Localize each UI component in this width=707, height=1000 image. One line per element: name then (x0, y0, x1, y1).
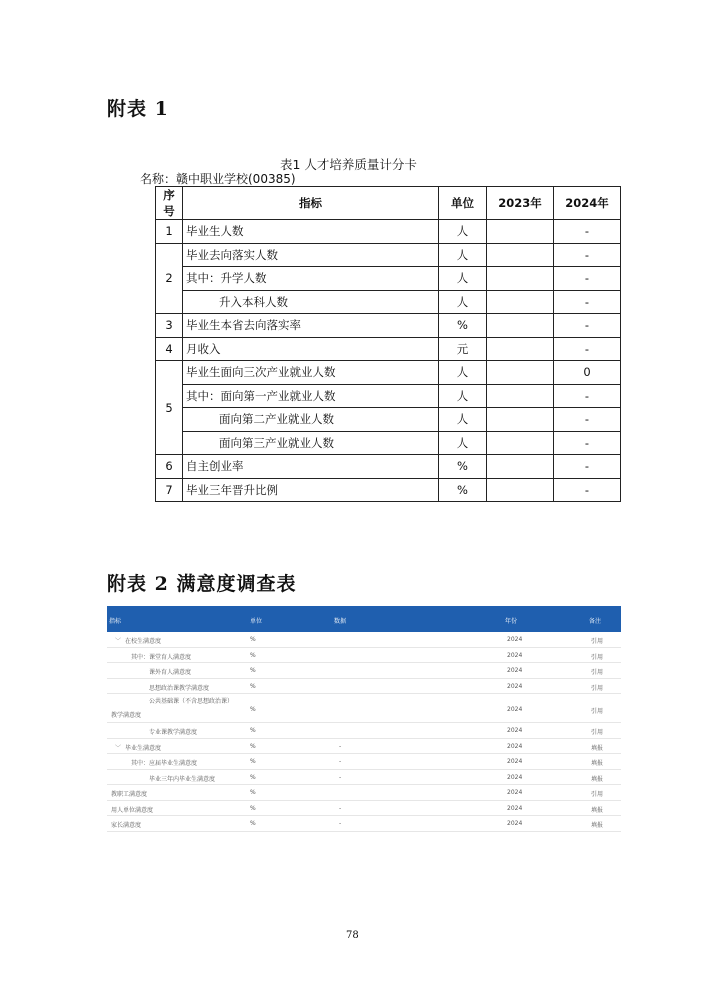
table-row (156, 408, 621, 432)
row-no: 3 (156, 314, 183, 338)
table-row (107, 770, 621, 786)
row-unit: % (250, 804, 256, 812)
row-unit: % (250, 742, 256, 750)
row-2024: - (554, 384, 621, 408)
header-2023: 2023年 (487, 187, 554, 220)
header-year: 年份 (505, 618, 518, 625)
row-value: - (339, 820, 342, 827)
table1-header-row (156, 187, 621, 220)
row-indicator: 其中：应届毕业生满意度 (131, 760, 198, 767)
row-indicator: 自主创业率 (183, 455, 439, 479)
table-row (107, 785, 621, 801)
row-no: 4 (156, 337, 183, 361)
row-unit: 元 (439, 337, 487, 361)
row-2023 (487, 361, 554, 385)
row-note: 填报 (591, 822, 604, 829)
row-note: 填报 (591, 744, 604, 752)
table-row (156, 431, 621, 455)
table-row (156, 243, 621, 267)
row-indicator: 家长满意度 (111, 822, 142, 829)
row-unit: % (250, 667, 256, 674)
row-no: 2 (156, 243, 183, 314)
appendix-2-heading: 附表 2 满意度调查表 (107, 573, 297, 595)
row-year: 2024 (507, 773, 523, 781)
row-year: 2024 (507, 820, 523, 827)
row-2024: - (554, 314, 621, 338)
row-2024: - (554, 243, 621, 267)
row-year: 2024 (507, 651, 523, 659)
row-2023 (487, 431, 554, 455)
table-row (107, 632, 621, 648)
row-2024: - (554, 220, 621, 244)
chevron-down-icon[interactable]: ﹀ (115, 638, 122, 645)
row-2023 (487, 267, 554, 291)
row-year: 2024 (507, 758, 523, 765)
row-2024: - (554, 337, 621, 361)
table-row (107, 739, 621, 755)
row-indicator: 面向第三产业就业人数 (183, 431, 439, 455)
row-year: 2024 (507, 682, 523, 690)
row-no: 6 (156, 455, 183, 479)
row-unit: 人 (439, 361, 487, 385)
row-year: 2024 (507, 706, 523, 713)
row-indicator: 月收入 (183, 337, 439, 361)
header-no: 序号 (156, 187, 183, 220)
row-value: - (339, 773, 342, 781)
row-unit: % (439, 314, 487, 338)
row-2024: 0 (554, 361, 621, 385)
row-year: 2024 (507, 636, 523, 643)
header-indicator: 指标 (109, 618, 122, 625)
row-year: 2024 (507, 789, 523, 796)
row-year: 2024 (507, 727, 523, 734)
row-unit: 人 (439, 267, 487, 291)
table-row (107, 816, 621, 832)
row-unit: % (250, 727, 256, 734)
row-note: 填报 (591, 760, 604, 767)
school-name: 名称：赣中职业学校(00385) (140, 172, 296, 186)
row-note: 引用 (591, 729, 604, 736)
row-2023 (487, 478, 554, 502)
row-indicator: 毕业去向落实人数 (183, 243, 439, 267)
row-unit: % (250, 706, 256, 713)
row-value: - (339, 742, 342, 750)
row-note: 引用 (591, 708, 604, 715)
row-unit: % (439, 455, 487, 479)
row-unit: 人 (439, 384, 487, 408)
table-row (156, 267, 621, 291)
row-2024: - (554, 290, 621, 314)
row-unit: 人 (439, 431, 487, 455)
header-unit: 单位 (250, 618, 263, 625)
row-2024: - (554, 267, 621, 291)
row-indicator: 公共基础课（不含思想政治课） (149, 698, 234, 705)
row-year: 2024 (507, 804, 523, 812)
row-unit: % (439, 478, 487, 502)
header-unit: 单位 (439, 187, 487, 220)
row-indicator-continued: 教学满意度 (111, 712, 142, 719)
row-2024: - (554, 408, 621, 432)
row-unit: 人 (439, 290, 487, 314)
row-indicator: 用人单位满意度 (111, 806, 154, 814)
row-indicator: 其中：升学人数 (183, 267, 439, 291)
row-indicator: 毕业生满意度 (125, 744, 162, 752)
header-2024: 2024年 (554, 187, 621, 220)
row-note: 引用 (591, 669, 604, 676)
table2-header-row (107, 606, 621, 632)
table-row (107, 754, 621, 770)
row-indicator: 毕业生人数 (183, 220, 439, 244)
row-note: 填报 (591, 806, 604, 814)
table-row (107, 679, 621, 695)
row-unit: % (250, 820, 256, 827)
table-row (156, 455, 621, 479)
row-note: 引用 (591, 791, 604, 798)
table1-caption: 表1 人才培养质量计分卡 (280, 157, 417, 172)
row-indicator: 思想政治课教学满意度 (149, 684, 210, 692)
row-year: 2024 (507, 742, 523, 750)
row-indicator: 其中：课堂育人满意度 (131, 653, 192, 661)
row-unit: % (250, 758, 256, 765)
row-unit: % (250, 636, 256, 643)
table-row (156, 384, 621, 408)
row-2023 (487, 455, 554, 479)
row-year: 2024 (507, 667, 523, 674)
row-2023 (487, 290, 554, 314)
row-indicator: 面向第二产业就业人数 (183, 408, 439, 432)
row-2024: - (554, 455, 621, 479)
row-2023 (487, 384, 554, 408)
row-2023 (487, 408, 554, 432)
row-indicator: 课外育人满意度 (149, 669, 192, 676)
row-unit: 人 (439, 243, 487, 267)
row-indicator: 其中：面向第一产业就业人数 (183, 384, 439, 408)
row-indicator: 毕业生面向三次产业就业人数 (183, 361, 439, 385)
table-row (156, 361, 621, 385)
row-unit: % (250, 773, 256, 781)
row-2024: - (554, 431, 621, 455)
header-note: 备注 (589, 618, 602, 625)
table-row (107, 663, 621, 679)
table-row (107, 694, 621, 723)
row-indicator: 升入本科人数 (183, 290, 439, 314)
table-row (107, 723, 621, 739)
row-2023 (487, 243, 554, 267)
row-2023 (487, 337, 554, 361)
table-row (156, 337, 621, 361)
satisfaction-survey-table (107, 606, 621, 832)
row-value: - (339, 758, 342, 765)
chevron-down-icon[interactable]: ﹀ (115, 744, 122, 752)
table-row (156, 478, 621, 502)
row-2023 (487, 220, 554, 244)
table-row (156, 290, 621, 314)
row-unit: 人 (439, 220, 487, 244)
table-row (156, 314, 621, 338)
header-value: 数据 (334, 618, 347, 625)
row-unit: % (250, 789, 256, 796)
row-unit: % (250, 651, 256, 659)
header-indicator: 指标 (183, 187, 439, 220)
row-unit: 人 (439, 408, 487, 432)
row-unit: % (250, 682, 256, 690)
row-2024: - (554, 478, 621, 502)
row-no: 7 (156, 478, 183, 502)
row-note: 填报 (591, 775, 604, 783)
table-row (107, 801, 621, 817)
row-note: 引用 (591, 638, 604, 645)
row-indicator: 在校生满意度 (125, 638, 162, 645)
row-no: 1 (156, 220, 183, 244)
row-no: 5 (156, 361, 183, 455)
row-indicator: 毕业生本省去向落实率 (183, 314, 439, 338)
row-value: - (339, 804, 342, 812)
row-indicator: 教职工满意度 (111, 791, 148, 798)
appendix-1-heading: 附表 1 (107, 98, 169, 120)
talent-scorecard-table (155, 186, 621, 502)
row-note: 引用 (591, 653, 604, 661)
page-number: 78 (346, 930, 359, 941)
row-indicator: 专业课教学满意度 (149, 729, 198, 736)
row-2023 (487, 314, 554, 338)
table-row (107, 648, 621, 664)
row-note: 引用 (591, 684, 604, 692)
table-row (156, 220, 621, 244)
row-indicator: 毕业三年内毕业生满意度 (149, 775, 216, 783)
row-indicator: 毕业三年晋升比例 (183, 478, 439, 502)
